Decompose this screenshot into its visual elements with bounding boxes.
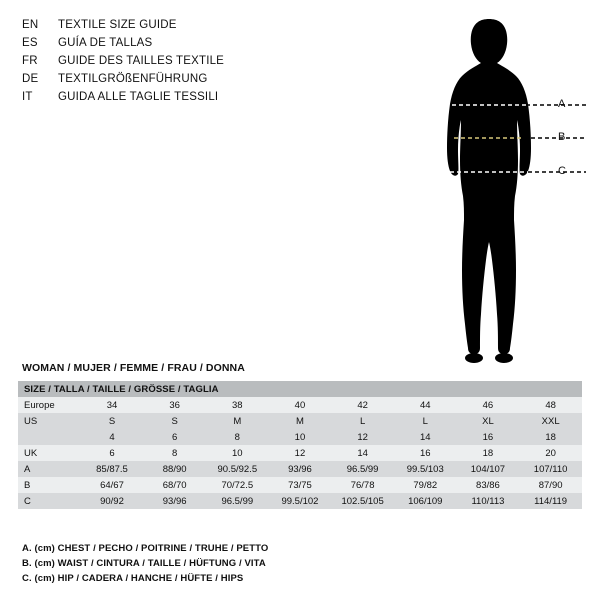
cell: 20 — [519, 445, 582, 461]
cell: 114/119 — [519, 493, 582, 509]
cell: S — [143, 413, 206, 429]
cell: 99.5/102 — [269, 493, 332, 509]
cell: 87/90 — [519, 477, 582, 493]
title-text-it: GUIDA ALLE TAGLIE TESSILI — [58, 91, 219, 103]
cell: XL — [457, 413, 520, 429]
cell: 64/67 — [81, 477, 144, 493]
figure-label-a: A — [558, 98, 566, 110]
cell: 79/82 — [394, 477, 457, 493]
size-table-wrapper — [18, 381, 582, 509]
cell: 6 — [143, 429, 206, 445]
cell: 102.5/105 — [331, 493, 394, 509]
cell: M — [269, 413, 332, 429]
title-row-it — [22, 88, 362, 106]
row-label-us-numeric — [18, 429, 81, 445]
title-lang-fr: FR — [22, 55, 38, 67]
title-text-en: TEXTILE SIZE GUIDE — [58, 19, 177, 31]
cell: 93/96 — [143, 493, 206, 509]
body-silhouette-icon — [390, 8, 590, 368]
table-row — [18, 429, 582, 445]
row-label-us: US — [18, 413, 81, 429]
figure-label-c: C — [558, 165, 566, 177]
cell: L — [394, 413, 457, 429]
cell: 76/78 — [331, 477, 394, 493]
title-row-es — [22, 34, 362, 52]
cell: M — [206, 413, 269, 429]
cell: 12 — [269, 445, 332, 461]
table-header-label: SIZE / TALLA / TAILLE / GRÖSSE / TAGLIA — [18, 381, 582, 397]
title-row-de — [22, 70, 362, 88]
title-row-fr — [22, 52, 362, 70]
cell: 14 — [394, 429, 457, 445]
title-lang-it: IT — [22, 91, 33, 103]
cell: 70/72.5 — [206, 477, 269, 493]
cell: 46 — [457, 397, 520, 413]
cell: 44 — [394, 397, 457, 413]
cell: 93/96 — [269, 461, 332, 477]
note-b: B. (cm) WAIST / CINTURA / TAILLE / HÜFTUNG / VITA — [22, 558, 266, 569]
cell: XXL — [519, 413, 582, 429]
title-lang-en: EN — [22, 19, 39, 31]
cell: 14 — [331, 445, 394, 461]
cell: 73/75 — [269, 477, 332, 493]
cell: 104/107 — [457, 461, 520, 477]
cell: 38 — [206, 397, 269, 413]
cell: 96.5/99 — [206, 493, 269, 509]
female-body-figure — [390, 8, 590, 368]
title-text-es: GUÍA DE TALLAS — [58, 37, 153, 49]
title-text-fr: GUIDE DES TAILLES TEXTILE — [58, 55, 225, 67]
cell: 48 — [519, 397, 582, 413]
note-c: C. (cm) HIP / CADERA / HANCHE / HÜFTE / HIPS — [22, 573, 244, 584]
row-label-c: C — [18, 493, 81, 509]
cell: 83/86 — [457, 477, 520, 493]
cell: L — [331, 413, 394, 429]
note-a: A. (cm) CHEST / PECHO / POITRINE / TRUHE / PETTO — [22, 543, 269, 554]
cell: 18 — [519, 429, 582, 445]
cell: 12 — [331, 429, 394, 445]
cell: 10 — [269, 429, 332, 445]
measurement-notes — [22, 541, 582, 586]
title-block — [22, 16, 362, 106]
title-row-en — [22, 16, 362, 34]
section-heading-woman: WOMAN / MUJER / FEMME / FRAU / DONNA — [22, 362, 245, 374]
cell: 107/110 — [519, 461, 582, 477]
table-row — [18, 397, 582, 413]
cell: 36 — [143, 397, 206, 413]
cell: 106/109 — [394, 493, 457, 509]
cell: 42 — [331, 397, 394, 413]
figure-label-b: B — [558, 131, 566, 143]
cell: 8 — [143, 445, 206, 461]
cell: 96.5/99 — [331, 461, 394, 477]
table-row — [18, 413, 582, 429]
title-lang-de: DE — [22, 73, 39, 85]
row-label-a: A — [18, 461, 81, 477]
table-header-row — [18, 381, 582, 397]
cell: 8 — [206, 429, 269, 445]
cell: S — [81, 413, 144, 429]
cell: 10 — [206, 445, 269, 461]
cell: 85/87.5 — [81, 461, 144, 477]
cell: 16 — [457, 429, 520, 445]
cell: 16 — [394, 445, 457, 461]
cell: 110/113 — [457, 493, 520, 509]
row-label-uk: UK — [18, 445, 81, 461]
cell: 34 — [81, 397, 144, 413]
row-label-b: B — [18, 477, 81, 493]
cell: 90/92 — [81, 493, 144, 509]
cell: 40 — [269, 397, 332, 413]
table-row — [18, 477, 582, 493]
cell: 99.5/103 — [394, 461, 457, 477]
size-table — [18, 381, 582, 509]
title-text-de: TEXTILGRÖßENFÜHRUNG — [58, 73, 208, 85]
cell: 88/90 — [143, 461, 206, 477]
cell: 90.5/92.5 — [206, 461, 269, 477]
cell: 68/70 — [143, 477, 206, 493]
title-lang-es: ES — [22, 37, 38, 49]
table-row — [18, 461, 582, 477]
cell: 6 — [81, 445, 144, 461]
row-label-europe: Europe — [18, 397, 81, 413]
cell: 18 — [457, 445, 520, 461]
table-row — [18, 445, 582, 461]
table-row — [18, 493, 582, 509]
cell: 4 — [81, 429, 144, 445]
